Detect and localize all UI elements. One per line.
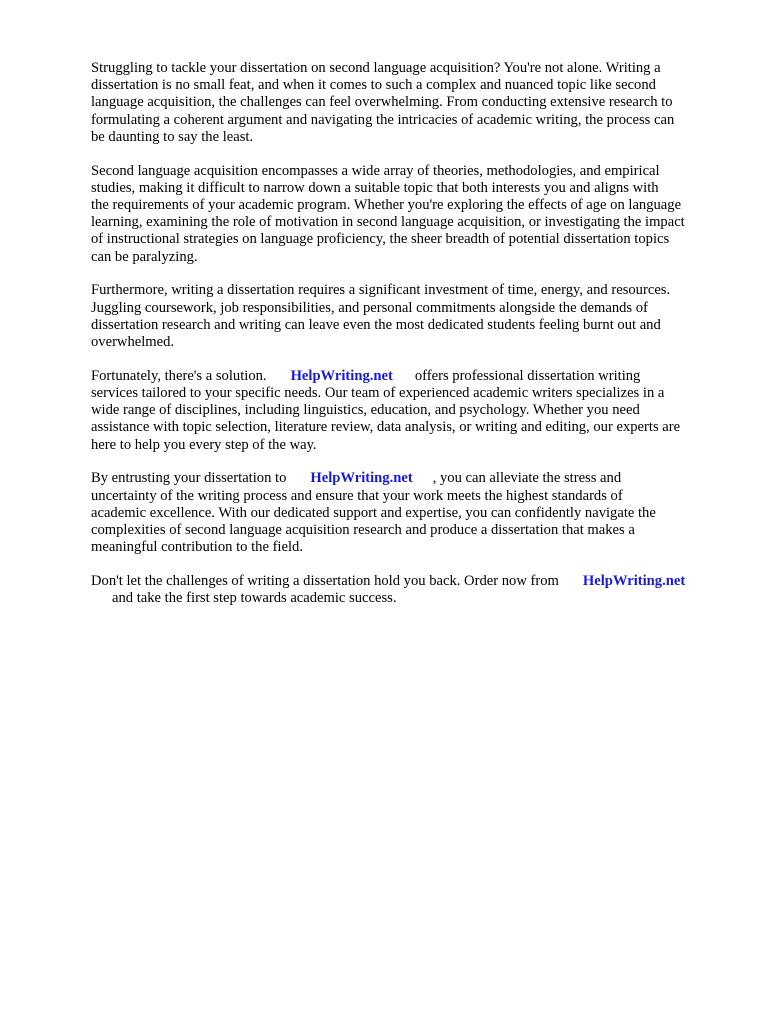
paragraph-topics [91,163,731,266]
text-line: and take the first step towards academic success. [112,590,397,607]
text-line: dissertation research and writing can leave even the most dedicated students feeling burnt out and [91,316,661,333]
text-line: Second language acquisition encompasses a wide array of theories, methodologies, and empirical [91,162,660,179]
text-line: can be paralyzing. [91,248,198,265]
paragraph-solution [91,368,731,454]
document-page [91,60,731,624]
text-fragment: Don't let the challenges of writing a dissertation hold you back. Order now from [91,573,559,590]
text-line: formulating a coherent argument and navigating the intricacies of academic writing, the process can [91,111,675,128]
text-fragment: Fortunately, there's a solution. [91,367,267,384]
text-fragment: offers professional dissertation writing [414,367,641,384]
paragraph-intro [91,60,731,146]
text-line: meaningful contribution to the field. [91,539,303,556]
text-line: assistance with topic selection, literature review, data analysis, or writing and editing, our experts are [91,419,681,436]
text-line [91,573,731,590]
text-line [91,368,731,385]
text-line: be daunting to say the least. [91,128,254,145]
text-line [91,470,731,487]
text-line: of instructional strategies on language proficiency, the sheer breadth of potential dissertation topics [91,231,670,248]
text-line: learning, examining the role of motivation in second language acquisition, or investigating the impact [91,214,685,231]
paragraph-investment [91,282,731,351]
paragraph-call-to-action [91,573,731,607]
paragraph-entrusting [91,470,731,556]
text-line: complexities of second language acquisition research and produce a dissertation that makes a [91,522,635,539]
text-fragment: , you can alleviate the stress and [432,470,622,487]
text-line: language acquisition, the challenges can feel overwhelming. From conducting extensive research to [91,94,673,111]
helpwriting-link[interactable]: HelpWriting.net [310,470,413,487]
text-line: the requirements of your academic program. Whether you're exploring the effects of age on language [91,197,682,214]
text-line: academic excellence. With our dedicated support and expertise, you can confidently navigate the [91,504,656,521]
text-fragment: By entrusting your dissertation to [91,470,287,487]
text-line: Juggling coursework, job responsibilities, and personal commitments alongside the demands of [91,299,648,316]
text-line: dissertation is no small feat, and when it comes to such a complex and nuanced topic like second [91,77,656,94]
helpwriting-link[interactable]: HelpWriting.net [290,367,393,384]
text-line: Struggling to tackle your dissertation on second language acquisition? You're not alone. Writing a [91,60,661,76]
text-line: here to help you every step of the way. [91,436,317,453]
text-line: uncertainty of the writing process and ensure that your work meets the highest standards of [91,487,623,504]
helpwriting-link[interactable]: HelpWriting.net [582,573,686,590]
text-line: Furthermore, writing a dissertation requires a significant investment of time, energy, and resources. [91,282,671,299]
text-line: studies, making it difficult to narrow down a suitable topic that both interests you and aligns with [91,179,659,196]
text-line: services tailored to your specific needs. Our team of experienced academic writers specializes in a [91,385,665,402]
text-line: wide range of disciplines, including linguistics, education, and psychology. Whether you need [91,402,640,419]
text-line: overwhelmed. [91,334,175,351]
